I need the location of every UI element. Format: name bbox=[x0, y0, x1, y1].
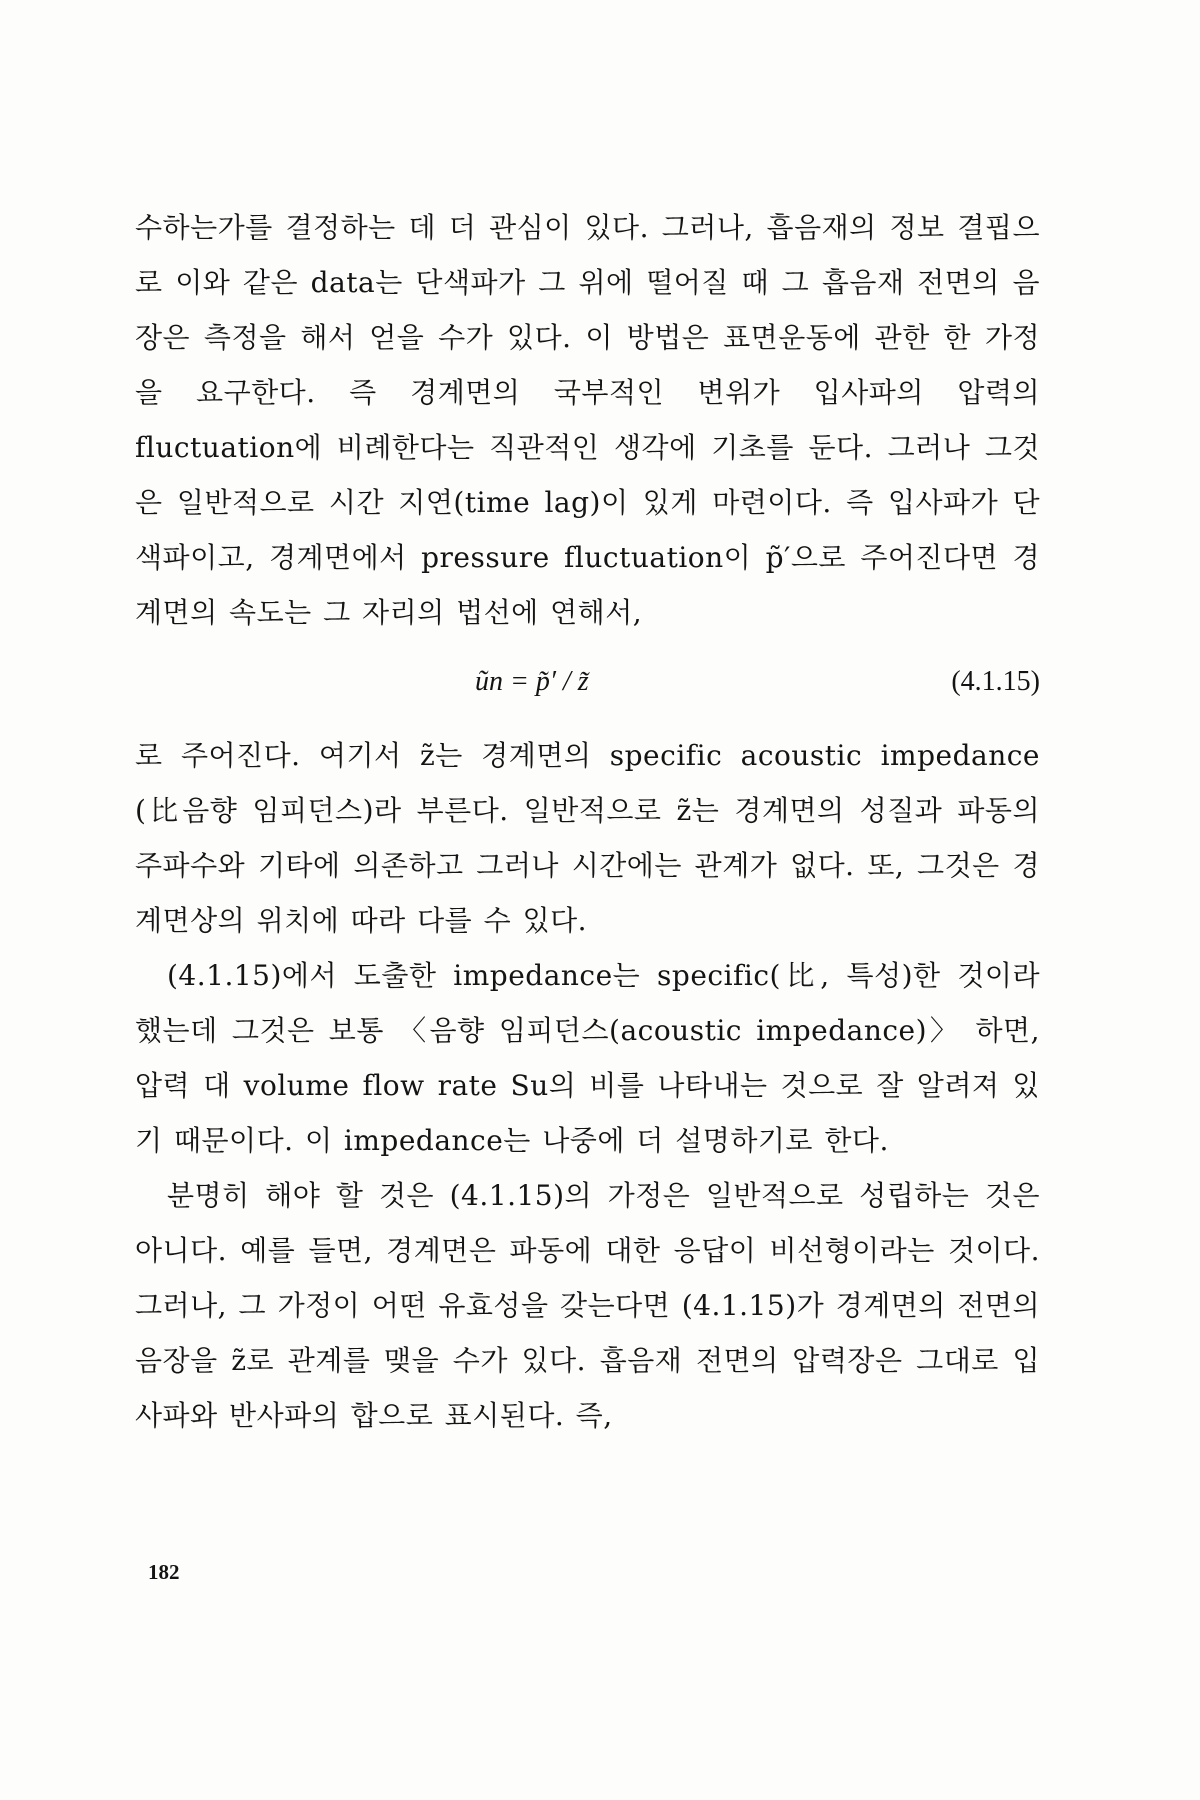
body-text bbox=[135, 200, 1040, 1443]
paragraph-3: (4.1.15)에서 도출한 impedance는 specific(比, 특성)한 것이라 했는데 그것은 보통 〈음향 임피던스(acoustic impedance)〉 하면, 압력 대 volume flow rate Su의 비를 나타내는 것으로 잘 알려져 있기 때문이다. 이 impedance는 나중에 더 설명하기로 한다. bbox=[135, 959, 1040, 1157]
paragraph-4: 분명히 해야 할 것은 (4.1.15)의 가정은 일반적으로 성립하는 것은 아니다. 예를 들면, 경계면은 파동에 대한 응답이 비선형이라는 것이다. 그러나, 그 가정이 어떤 유효성을 갖는다면 (4.1.15)가 경계면의 전면의 음장을 z̃로 관계를 맺을 수가 있다. 흡음재 전면의 압력장은 그대로 입사파와 반사파의 합으로 표시된다. 즉, bbox=[135, 1179, 1040, 1432]
equation-block bbox=[135, 654, 1040, 710]
page-number: 182 bbox=[148, 1560, 180, 1584]
equation-number: (4.1.15) bbox=[951, 666, 1040, 697]
equation-formula: ũn = p̃′ / z̃ bbox=[475, 666, 589, 697]
paragraph-1: 수하는가를 결정하는 데 더 관심이 있다. 그러나, 흡음재의 정보 결핍으로 이와 같은 data는 단색파가 그 위에 떨어질 때 그 흡음재 전면의 음장은 측정을 해서 얻을 수가 있다. 이 방법은 표면운동에 관한 한 가정을 요구한다. 즉 경계면의 국부적인 변위가 입사파의 압력의 fluctuation에 비례한다는 직관적인 생각에 기초를 둔다. 그러나 그것은 일반적으로 시간 지연(time lag)이 있게 마련이다. 즉 입사파가 단색파이고, 경계면에서 pressure fluctuation이 p̃′으로 주어진다면 경계면의 속도는 그 자리의 법선에 연해서, bbox=[135, 211, 1040, 629]
paragraph-2: 로 주어진다. 여기서 z̃는 경계면의 specific acoustic impedance (比음향 임피던스)라 부른다. 일반적으로 z̃는 경계면의 성질과 파동의 주파수와 기타에 의존하고 그러나 시간에는 관계가 없다. 또, 그것은 경계면상의 위치에 따라 다를 수 있다. bbox=[135, 739, 1040, 937]
